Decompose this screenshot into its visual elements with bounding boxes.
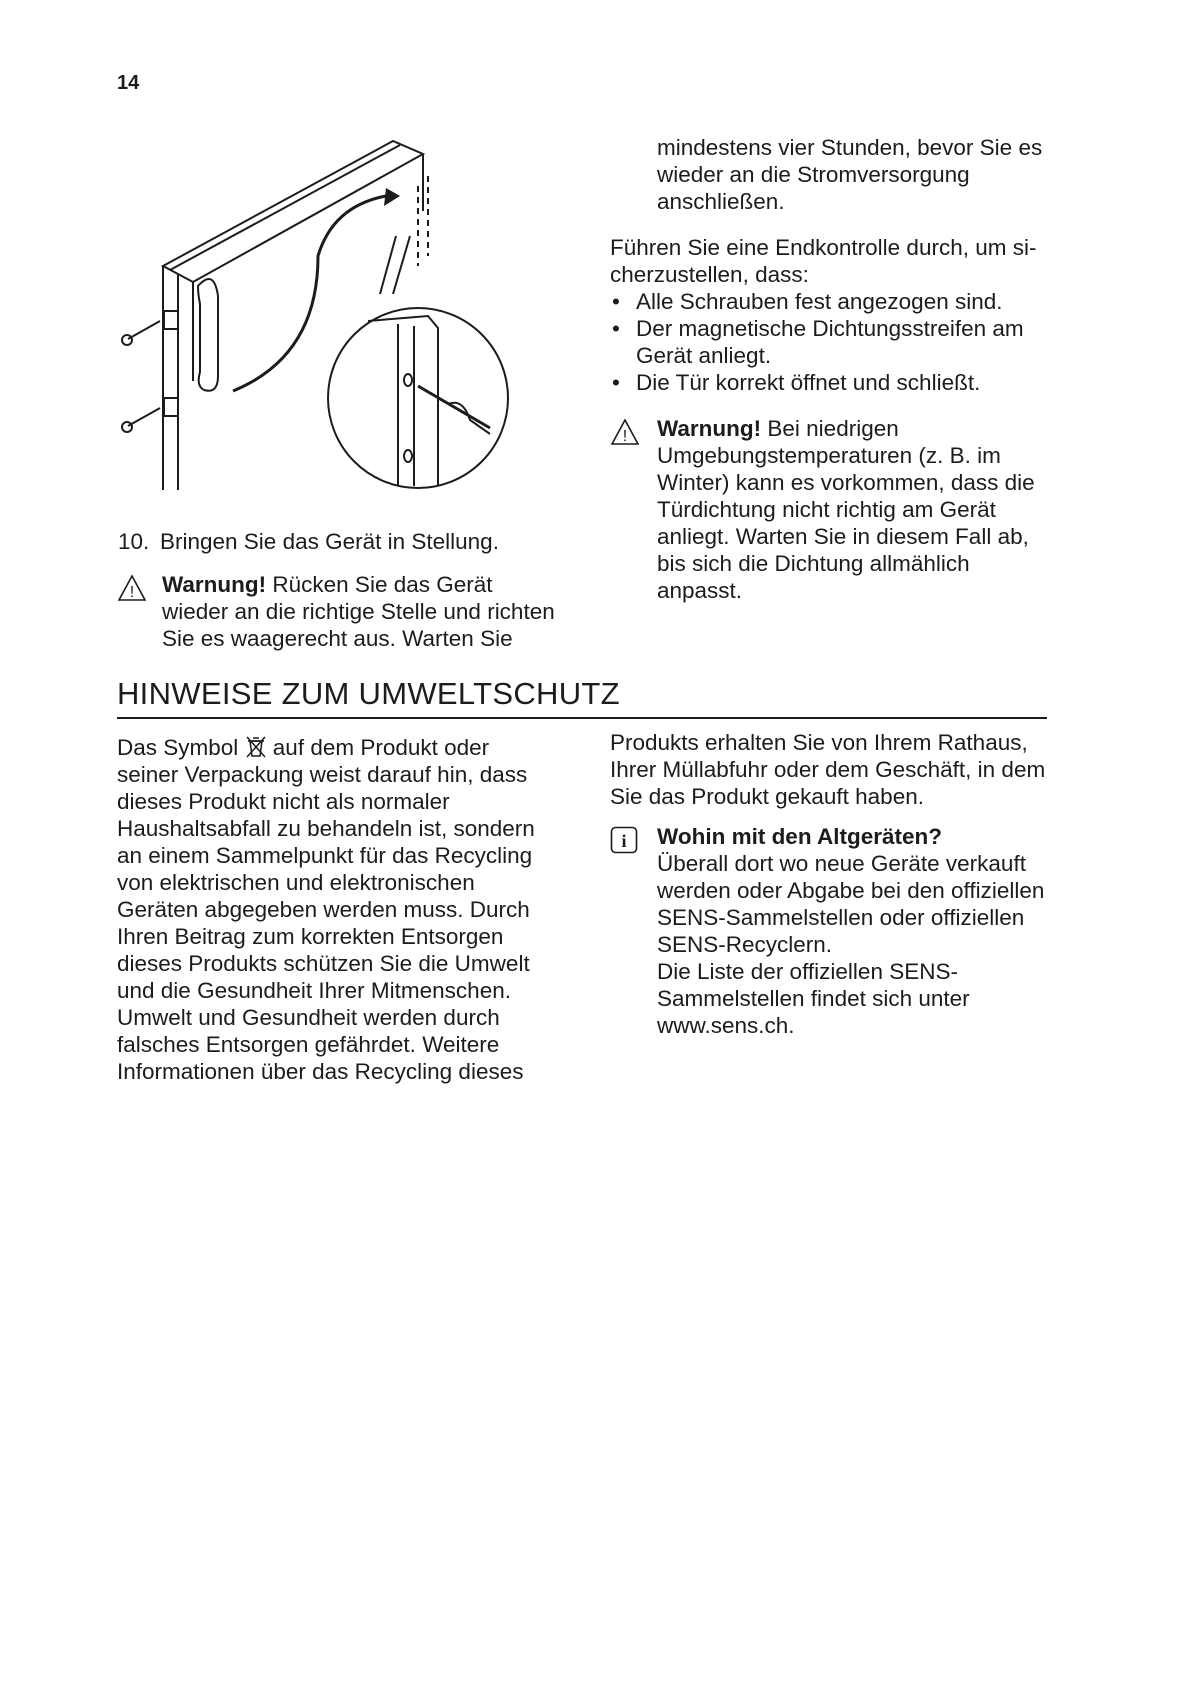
door-installation-illustration bbox=[118, 136, 550, 504]
environment-line: Das Symbol bbox=[117, 735, 245, 760]
warning-left-label: Warnung! bbox=[162, 572, 267, 597]
environment-line: auf dem Produkt oder bbox=[266, 735, 490, 760]
environment-line: Sie das Produkt gekauft haben. bbox=[610, 784, 924, 809]
crossed-bin-icon bbox=[245, 735, 267, 759]
list-item: • Der magnetische Dichtungsstreifen am Gerät anliegt. bbox=[610, 315, 1080, 369]
step-number: 10. bbox=[118, 529, 150, 554]
continuation-line: wieder an die Stromversorgung bbox=[657, 162, 970, 187]
info-title: Wohin mit den Altgeräten? bbox=[657, 824, 942, 849]
warning-left-line: Rücken Sie das Gerät bbox=[266, 572, 493, 597]
final-check-line: Führen Sie eine Endkontrolle durch, um si- bbox=[610, 235, 1037, 260]
warning-right bbox=[657, 415, 1077, 604]
warning-right-line: bis sich die Dichtung allmählich bbox=[657, 551, 970, 576]
environment-line: dieses Produkts schützen Sie die Umwelt bbox=[117, 951, 530, 976]
svg-text:!: ! bbox=[129, 584, 135, 601]
warning-left-line: Sie es waagerecht aus. Warten Sie bbox=[162, 626, 513, 651]
warning-triangle-icon bbox=[117, 574, 147, 602]
environment-line: Ihrer Müllabfuhr oder dem Geschäft, in dem bbox=[610, 757, 1046, 782]
step-text: Bringen Sie das Gerät in Stellung. bbox=[160, 529, 499, 554]
section-title: HINWEISE ZUM UMWELTSCHUTZ bbox=[117, 676, 620, 711]
info-line: SENS-Sammelstellen oder offiziellen bbox=[657, 905, 1025, 930]
continuation-line: mindestens vier Stunden, bevor Sie es bbox=[657, 135, 1043, 160]
info-line: www.sens.ch. bbox=[657, 1013, 795, 1038]
warning-right-line: Türdichtung nicht richtig am Gerät bbox=[657, 497, 996, 522]
final-check-intro bbox=[610, 234, 1080, 288]
environment-paragraph-continued bbox=[610, 729, 1080, 810]
environment-line: falsches Entsorgen gefährdet. Weitere bbox=[117, 1032, 500, 1057]
warning-left-line: wieder an die richtige Stelle und richten bbox=[162, 599, 555, 624]
environment-line: dieses Produkt nicht als normaler bbox=[117, 789, 450, 814]
warning-right-line: Winter) kann es vorkommen, dass die bbox=[657, 470, 1035, 495]
environment-line: Umwelt und Gesundheit werden durch bbox=[117, 1005, 500, 1030]
info-line: SENS-Recyclern. bbox=[657, 932, 833, 957]
environment-line: von elektrischen und elektronischen bbox=[117, 870, 475, 895]
warning-right-line: Bei niedrigen bbox=[761, 416, 899, 441]
environment-line: seiner Verpackung weist darauf hin, dass bbox=[117, 762, 528, 787]
continuation-text bbox=[657, 134, 1107, 215]
environment-line: Ihren Beitrag zum korrekten Entsorgen bbox=[117, 924, 504, 949]
step-10 bbox=[118, 528, 588, 555]
environment-paragraph bbox=[117, 734, 577, 1085]
final-check-list bbox=[610, 288, 1080, 396]
page-number: 14 bbox=[117, 72, 140, 94]
svg-text:i: i bbox=[621, 831, 627, 851]
list-item: • Die Tür korrekt öffnet und schließt. bbox=[610, 369, 1080, 396]
section-divider bbox=[117, 717, 1047, 719]
environment-line: und die Gesundheit Ihrer Mitmenschen. bbox=[117, 978, 511, 1003]
warning-right-line: anpasst. bbox=[657, 578, 743, 603]
info-line: Überall dort wo neue Geräte verkauft bbox=[657, 851, 1026, 876]
info-icon bbox=[610, 826, 638, 854]
environment-line: Geräten abgegeben werden muss. Durch bbox=[117, 897, 530, 922]
info-line: werden oder Abgabe bei den offiziellen bbox=[657, 878, 1045, 903]
info-line: Sammelstellen findet sich unter bbox=[657, 986, 970, 1011]
final-check-line: cherzustellen, dass: bbox=[610, 262, 809, 287]
warning-right-line: Umgebungstemperaturen (z. B. im bbox=[657, 443, 1001, 468]
info-box bbox=[657, 823, 1087, 1039]
environment-line: an einem Sammelpunkt für das Recycling bbox=[117, 843, 533, 868]
warning-left bbox=[162, 571, 602, 652]
continuation-line: anschließen. bbox=[657, 189, 785, 214]
warning-right-line: anliegt. Warten Sie in diesem Fall ab, bbox=[657, 524, 1029, 549]
warning-right-label: Warnung! bbox=[657, 416, 762, 441]
warning-triangle-icon bbox=[610, 418, 640, 446]
environment-line: Informationen über das Recycling dieses bbox=[117, 1059, 524, 1084]
info-line: Die Liste der offiziellen SENS- bbox=[657, 959, 958, 984]
svg-text:!: ! bbox=[622, 428, 628, 445]
list-item: • Alle Schrauben fest angezogen sind. bbox=[610, 288, 1080, 315]
environment-line: Produkts erhalten Sie von Ihrem Rathaus, bbox=[610, 730, 1028, 755]
environment-line: Haushaltsabfall zu behandeln ist, sondern bbox=[117, 816, 535, 841]
